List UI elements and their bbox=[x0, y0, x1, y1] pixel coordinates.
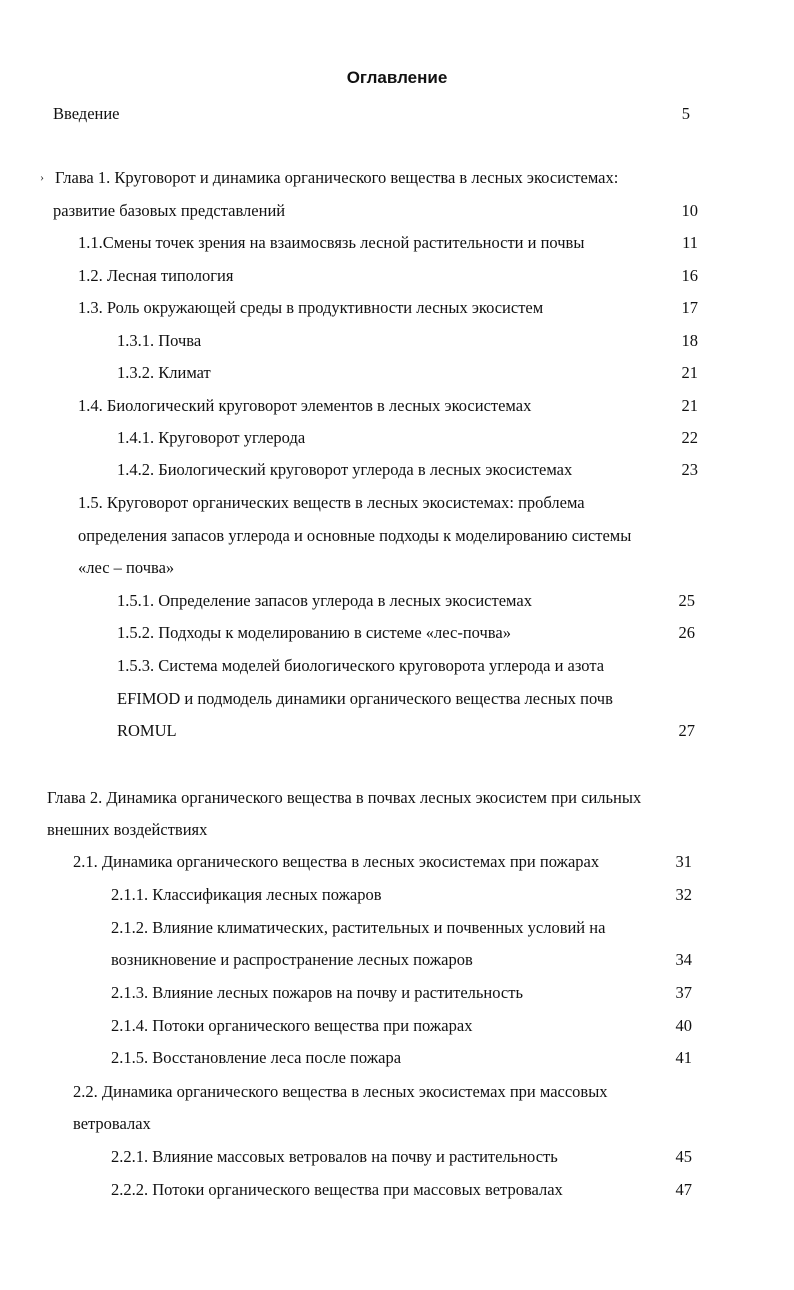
page-number: 31 bbox=[675, 852, 692, 871]
toc-entry-2-1-3: 2.1.3. Влияние лесных пожаров на почву и растительность bbox=[111, 983, 523, 1002]
page-number: 17 bbox=[681, 298, 698, 317]
toc-entry-1-5-cont: определения запасов углерода и основные подходы к моделированию системы bbox=[78, 526, 632, 545]
toc-entry-1-3-1: 1.3.1. Почва bbox=[117, 331, 202, 350]
chapter-1-title: Глава 1. Круговорот и динамика органического вещества в лесных экосистемах: bbox=[55, 168, 619, 187]
toc-entry-1-3-2: 1.3.2. Климат bbox=[117, 363, 211, 382]
page-number: 47 bbox=[675, 1180, 692, 1199]
toc-entry-1-5-3-cont: EFIMOD и подмодель динамики органического вещества лесных почв bbox=[117, 689, 613, 708]
toc-entry-2-1-4: 2.1.4. Потоки органического вещества при пожарах bbox=[111, 1016, 473, 1035]
toc-entry-2-1-2-cont: возникновение и распространение лесных пожаров bbox=[111, 950, 473, 969]
toc-entry-1-5-3-cont: ROMUL bbox=[117, 721, 177, 740]
page-number: 16 bbox=[681, 266, 698, 285]
toc-entry-2-2-1: 2.2.1. Влияние массовых ветровалов на почву и растительность bbox=[111, 1147, 558, 1166]
toc-entry-1-5-3: 1.5.3. Система моделей биологического круговорота углерода и азота bbox=[117, 656, 605, 675]
toc-entry-1-4-1: 1.4.1. Круговорот углерода bbox=[117, 428, 306, 447]
page-number: 21 bbox=[681, 363, 698, 382]
toc-entry-2-2: 2.2. Динамика органического вещества в лесных экосистемах при массовых bbox=[73, 1082, 608, 1101]
chapter-1-title-cont: развитие базовых представлений bbox=[53, 201, 286, 220]
toc-entry-1-5-1: 1.5.1. Определение запасов углерода в лесных экосистемах bbox=[117, 591, 532, 610]
page-number: 37 bbox=[675, 983, 692, 1002]
page-number: 22 bbox=[681, 428, 698, 447]
toc-entry-2-1-5: 2.1.5. Восстановление леса после пожара bbox=[111, 1048, 402, 1067]
toc-entry-1-2: 1.2. Лесная типология bbox=[78, 266, 234, 285]
toc-entry-1-5-cont: «лес – почва» bbox=[78, 558, 175, 577]
page-number: 45 bbox=[675, 1147, 692, 1166]
toc-entry-2-1: 2.1. Динамика органического вещества в лесных экосистемах при пожарах bbox=[73, 852, 600, 871]
page-number: 41 bbox=[675, 1048, 692, 1067]
page-number: 10 bbox=[681, 201, 698, 220]
toc-entry-intro: Введение bbox=[53, 104, 120, 123]
toc-entry-2-1-1: 2.1.1. Классификация лесных пожаров bbox=[111, 885, 382, 904]
page-number: 21 bbox=[681, 396, 698, 415]
toc-title: Оглавление bbox=[346, 68, 448, 87]
page-number: 40 bbox=[675, 1016, 692, 1035]
chapter-2-title-cont: внешних воздействиях bbox=[47, 820, 208, 839]
page-number: 23 bbox=[681, 460, 698, 479]
toc-entry-2-2-cont: ветровалах bbox=[73, 1114, 151, 1133]
toc-entry-1-1: 1.1.Смены точек зрения на взаимосвязь лесной растительности и почвы bbox=[78, 233, 585, 252]
toc-entry-2-2-2: 2.2.2. Потоки органического вещества при массовых ветровалах bbox=[111, 1180, 563, 1199]
toc-entry-1-5: 1.5. Круговорот органических веществ в лесных экосистемах: проблема bbox=[78, 493, 585, 512]
toc-entry-2-1-2: 2.1.2. Влияние климатических, растительных и почвенных условий на bbox=[111, 918, 606, 937]
scan-mark: › bbox=[40, 170, 44, 184]
page-number: 5 bbox=[681, 104, 690, 123]
page-number: 27 bbox=[678, 721, 695, 740]
chapter-2-title: Глава 2. Динамика органического вещества в почвах лесных экосистем при сильных bbox=[47, 788, 642, 807]
page-number: 32 bbox=[675, 885, 692, 904]
page-number: 34 bbox=[675, 950, 692, 969]
toc-entry-1-3: 1.3. Роль окружающей среды в продуктивности лесных экосистем bbox=[78, 298, 544, 317]
toc-entry-1-4-2: 1.4.2. Биологический круговорот углерода в лесных экосистемах bbox=[117, 460, 573, 479]
page-number: 25 bbox=[678, 591, 695, 610]
page-number: 11 bbox=[682, 233, 698, 252]
toc-entry-1-5-2: 1.5.2. Подходы к моделированию в системе «лес-почва» bbox=[117, 623, 511, 642]
page-number: 26 bbox=[678, 623, 695, 642]
toc-entry-1-4: 1.4. Биологический круговорот элементов в лесных экосистемах bbox=[78, 396, 532, 415]
page-number: 18 bbox=[681, 331, 698, 350]
